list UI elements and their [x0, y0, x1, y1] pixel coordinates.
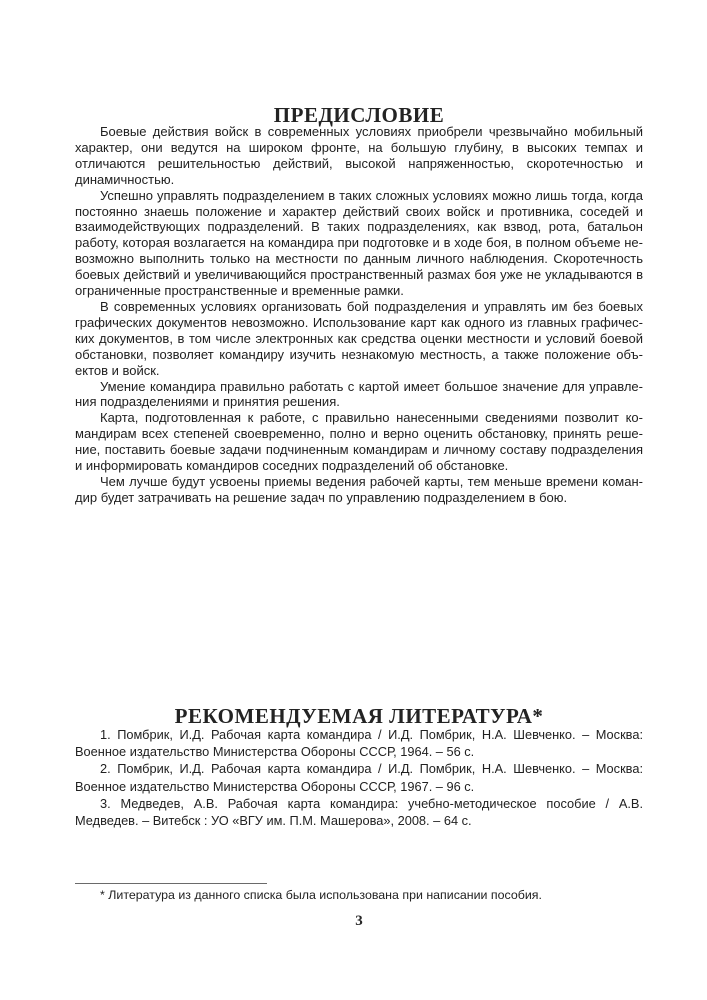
- preface-title: ПРЕДИСЛОВИЕ: [273, 103, 445, 128]
- preface-paragraphs: [75, 124, 643, 506]
- preface-paragraph: В современных условиях организовать бой подразделения и управлять им без боевых графических документов невозможно. Использование карт как одного из главных графических документов, в том числе электронных как средства оценки местности и условий боевой обстановки, позволяет командиру изучить незнакомую местность, а также положение объектов и войск.: [75, 298, 643, 378]
- footnote-text: * Литература из данного списка была использована при написании пособия.: [100, 888, 542, 902]
- page-number: 3: [355, 913, 363, 929]
- preface-paragraph: Успешно управлять подразделением в таких сложных условиях можно лишь тогда, когда постоянно знаешь положение и характер действий своих войск и противника, соседей и взаимодействующих подразделений. В таких подразделениях, как взвод, рота, батальон работу, которая возлагается на командира при подготовке и в ходе боя, в полном объеме невозможно выполнить только на местности по данным личного наблюдения. Скоротечность боевых действий и увеличивающийся пространственный размах боя уже не укладываются в ограниченные пространственные и временные рамки.: [75, 187, 643, 299]
- literature-list: [75, 726, 643, 829]
- literature-item: 1. Помбрик, И.Д. Рабочая карта командира / И.Д. Помбрик, Н.А. Шевченко. – Москва: Военное издательство Министерства Обороны СССР, 1964. – 56 с.: [75, 727, 643, 760]
- preface-paragraph: Карта, подготовленная к работе, с правильно нанесенными сведениями позволит командирам всех степеней своевременно, полно и верно оценить обстановку, принять решение, поставить боевые задачи подчиненным командирам и личному составу подразделения и информировать командиров соседних подразделений об обстановке.: [75, 410, 643, 474]
- preface-paragraph: Боевые действия войск в современных условиях приобрели чрезвычайно мобильный характер, они ведутся на широком фронте, на большую глубину, в высоких темпах и отличаются решительностью действий, высокой напряженностью, скоротечностью и динамичностью.: [75, 124, 643, 187]
- literature-title: РЕКОМЕНДУЕМАЯ ЛИТЕРАТУРА*: [174, 704, 544, 729]
- footnote-divider: [75, 883, 267, 884]
- preface-paragraph: Умение командира правильно работать с картой имеет большое значение для управления подразделениями и принятия решения.: [75, 378, 643, 410]
- literature-item: 3. Медведев, А.В. Рабочая карта командира: учебно-методическое пособие / А.В. Медведев. – Витебск : УО «ВГУ им. П.М. Машерова», 2008. – 64 с.: [75, 795, 643, 829]
- preface-paragraph: Чем лучше будут усвоены приемы ведения рабочей карты, тем меньше времени командир будет затрачивать на решение задач по управлению подразделением в бою.: [75, 473, 643, 505]
- literature-item: 2. Помбрик, И.Д. Рабочая карта командира / И.Д. Помбрик, Н.А. Шевченко. – Москва: Военное издательство Министерства Обороны СССР, 1967. – 96 с.: [75, 761, 643, 794]
